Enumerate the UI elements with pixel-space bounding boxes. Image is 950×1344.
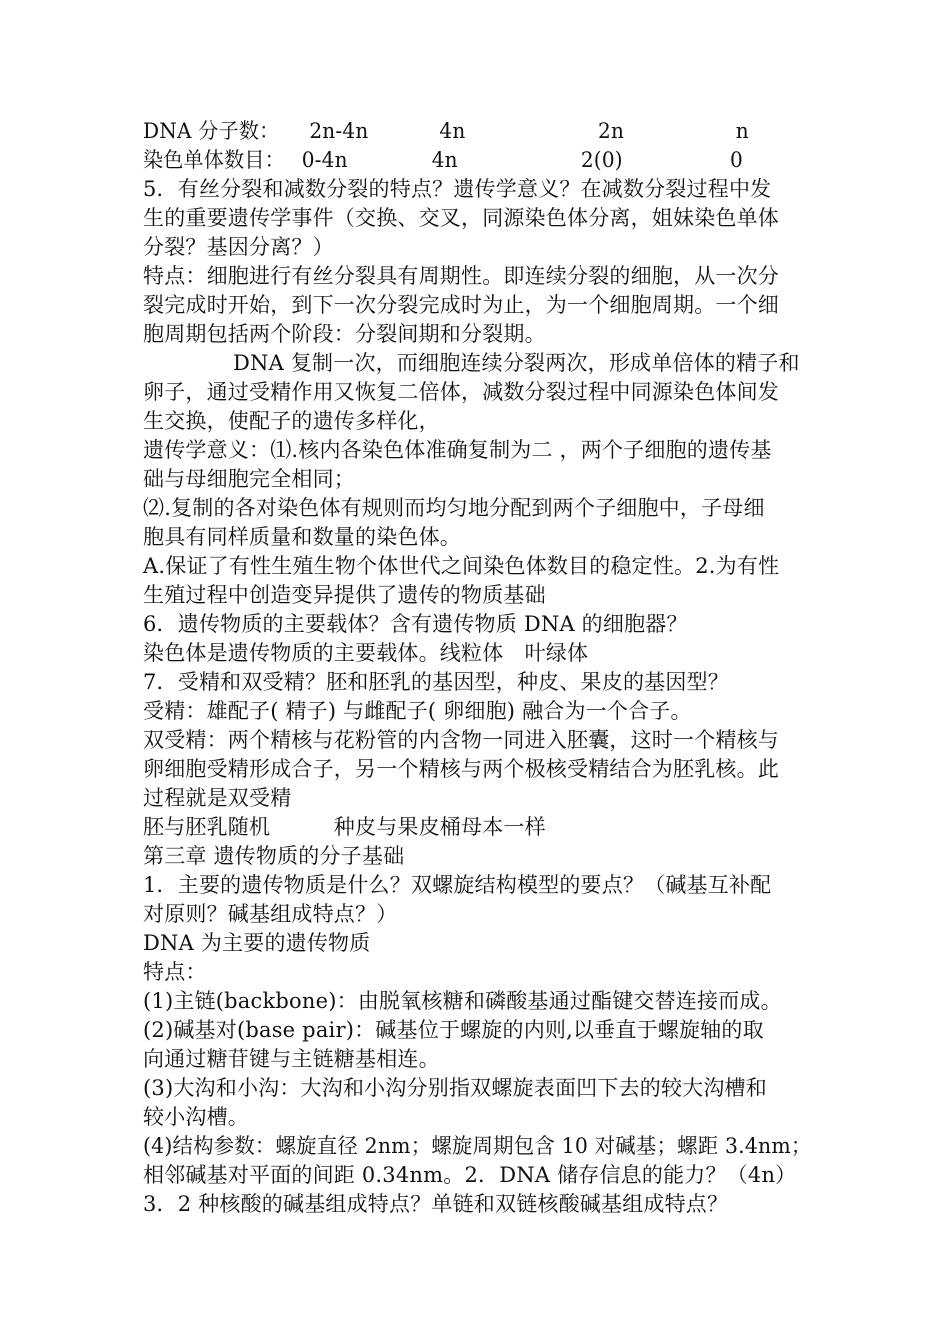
- paragraph-line: A.保证了有性生殖生物个体世代之间染色体数目的稳定性。2.为有性: [143, 554, 780, 578]
- paragraph-line: 双受精：两个精核与花粉管的内含物一同进入胚囊，这时一个精核与: [143, 728, 779, 752]
- chromatid-count-value: 0-4n: [301, 148, 348, 172]
- dna-count-value: 2n-4n: [309, 119, 369, 143]
- paragraph-line: ⑵.复制的各对染色体有规则而均匀地分配到两个子细胞中，子母细: [143, 496, 765, 520]
- paragraph-line: 裂完成时开始，到下一次分裂完成时为止，为一个细胞周期。一个细: [143, 293, 779, 317]
- paragraph-line: 卵子，通过受精作用又恢复二倍体，减数分裂过程中同源染色体间发: [143, 380, 779, 404]
- paragraph-line: (3)大沟和小沟：大沟和小沟分别指双螺旋表面凹下去的较大沟槽和: [143, 1076, 767, 1100]
- question-5-title: 生的重要遗传学事件（交换、交叉，同源染色体分离，姐妹染色单体: [143, 206, 779, 230]
- paragraph-line: 胞周期包括两个阶段：分裂间期和分裂期。: [143, 322, 546, 346]
- dna-count-row: [143, 118, 812, 145]
- paragraph-line: 较小沟槽。: [143, 1105, 249, 1129]
- paragraph-line: 染色体是遗传物质的主要载体。线粒体 叶绿体: [143, 641, 589, 665]
- question-5-title: 5．有丝分裂和减数分裂的特点？遗传学意义？在减数分裂过程中发: [143, 177, 772, 201]
- chromatid-count-value: 4n: [431, 148, 458, 172]
- question-7-title: 7．受精和双受精？胚和胚乳的基因型，种皮、果皮的基因型？: [143, 670, 729, 694]
- question-1-title: 对原则？碱基组成特点？）: [143, 902, 398, 926]
- paragraph-line: 卵细胞受精形成合子，另一个精核与两个极核受精结合为胚乳核。此: [143, 757, 779, 781]
- chromatid-count-row: [143, 147, 812, 174]
- chromatid-count-value: 2(0): [580, 148, 623, 172]
- paragraph-line: 向通过糖苷键与主链糖基相连。: [143, 1047, 440, 1071]
- paragraph-line: (2)碱基对(base pair)：碱基位于螺旋的内则,以垂直于螺旋轴的取: [143, 1018, 764, 1042]
- paragraph-line: 遗传学意义：⑴.核内各染色体准确复制为二 ，两个子细胞的遗传基: [143, 438, 772, 462]
- question-3-title: 3．2 种核酸的碱基组成特点？单链和双链核酸碱基组成特点？: [143, 1192, 729, 1216]
- paragraph-line: DNA 复制一次，而细胞连续分裂两次，形成单倍体的精子和: [233, 351, 800, 375]
- dna-count-value: n: [735, 119, 749, 143]
- paragraph-line: 过程就是双受精: [143, 786, 292, 810]
- question-1-title: 1．主要的遗传物质是什么？双螺旋结构模型的要点？（碱基互补配: [143, 873, 772, 897]
- chromatid-count-label: 染色单体数目：: [143, 148, 285, 172]
- paragraph-line: 胚与胚乳随机 种皮与果皮桶母本一样: [143, 815, 546, 839]
- chromatid-count-value: 0: [729, 148, 743, 172]
- dna-count-value: 2n: [598, 119, 625, 143]
- paragraph-line: 相邻碱基对平面的间距 0.34nm。2．DNA 储存信息的能力？（4n）: [143, 1163, 797, 1187]
- dna-count-label: DNA 分子数：: [143, 119, 280, 143]
- paragraph-line: DNA 为主要的遗传物质: [143, 931, 371, 955]
- paragraph-line: 受精：雄配子( 精子) 与雌配子( 卵细胞) 融合为一个合子。: [143, 699, 692, 723]
- paragraph-line: 础与母细胞完全相同；: [143, 467, 355, 491]
- paragraph-line: 胞具有同样质量和数量的染色体。: [143, 525, 461, 549]
- paragraph-line: (1)主链(backbone)：由脱氧核糖和磷酸基通过酯键交替连接而成。: [143, 989, 782, 1013]
- paragraph-line: (4)结构参数：螺旋直径 2nm；螺旋周期包含 10 对碱基；螺距 3.4nm；: [143, 1134, 812, 1158]
- question-6-title: 6．遗传物质的主要载体？含有遗传物质 DNA 的细胞器？: [143, 612, 688, 636]
- paragraph-line: 特点：: [143, 960, 207, 984]
- dna-count-value: 4n: [439, 119, 466, 143]
- chapter-heading: 第三章 遗传物质的分子基础: [143, 844, 405, 868]
- paragraph-line: 生殖过程中创造变异提供了遗传的物质基础: [143, 583, 546, 607]
- paragraph-line: 生交换，使配子的遗传多样化，: [143, 409, 440, 433]
- question-5-title: 分裂？基因分离？）: [143, 235, 334, 259]
- paragraph-line: 特点：细胞进行有丝分裂具有周期性。即连续分裂的细胞，从一次分: [143, 264, 779, 288]
